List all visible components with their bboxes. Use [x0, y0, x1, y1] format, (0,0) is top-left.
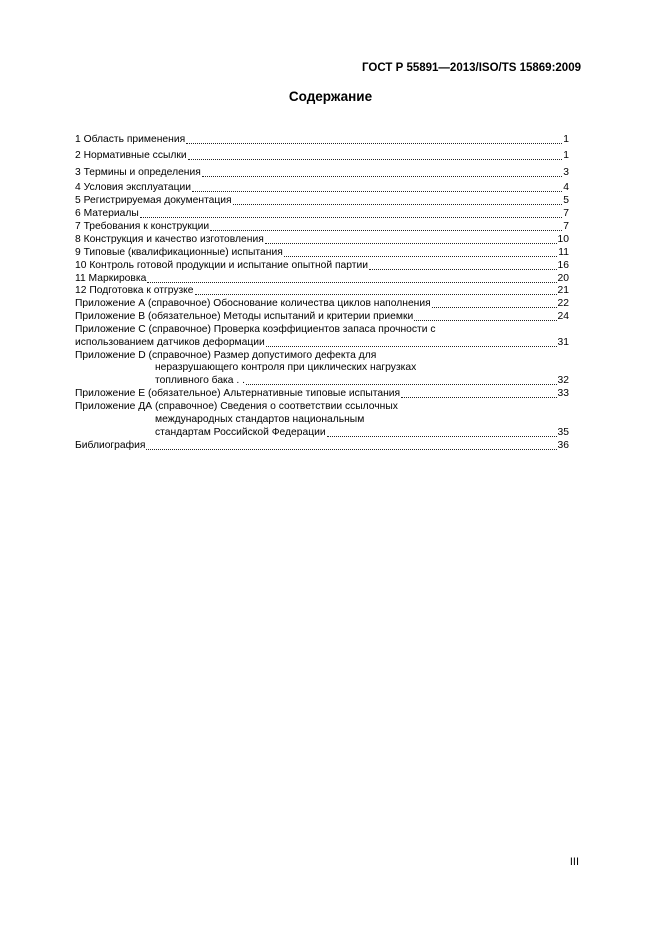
toc-entry-title: 5 Регистрируемая документация — [75, 195, 232, 206]
toc-entry-page: 36 — [557, 440, 569, 451]
toc-leader — [265, 234, 557, 244]
toc-entry-title: 2 Нормативные ссылки — [75, 150, 187, 161]
toc-entry-page: 22 — [557, 298, 569, 309]
toc-title: Содержание — [288, 89, 373, 104]
toc-leader — [233, 195, 563, 205]
toc-leader — [246, 375, 557, 385]
toc-entry-title: Приложение Е (обязательное) Альтернативные типовые испытания — [75, 388, 401, 399]
toc-entry-page: 3 — [563, 167, 569, 178]
toc-leader — [146, 440, 556, 450]
toc-entry-page: 1 — [563, 134, 569, 145]
toc-entry-page: 33 — [557, 388, 569, 399]
toc-leader — [147, 273, 556, 283]
toc-leader — [266, 337, 557, 347]
toc-entry-title: 10 Контроль готовой продукции и испытание опытной партии — [75, 260, 368, 271]
toc-entry[interactable] — [75, 273, 569, 285]
toc-entry[interactable] — [75, 221, 569, 233]
toc-leader — [369, 260, 557, 270]
toc-entry-line[interactable] — [75, 350, 569, 362]
toc-entry-line[interactable] — [75, 324, 569, 336]
toc-entry-page: 32 — [557, 375, 569, 386]
toc-entry[interactable] — [75, 134, 569, 146]
toc-entry-page: 1 — [563, 150, 569, 161]
toc-entry-title: топливного бака . . — [155, 375, 245, 386]
toc-leader — [284, 247, 558, 257]
toc-entry-page: 31 — [557, 337, 569, 348]
toc-entry-page: 16 — [557, 260, 569, 271]
toc-leader — [414, 311, 556, 321]
toc-entry-title: использованием датчиков деформации — [75, 337, 265, 348]
toc-entry-page: 7 — [563, 208, 569, 219]
toc-entry-title: 12 Подготовка к отгрузке — [75, 285, 194, 296]
toc-entry-title: Приложение D (справочное) Размер допустимого дефекта для — [75, 350, 377, 361]
toc-entry[interactable] — [75, 150, 569, 162]
toc-entry-title: Приложение А (справочное) Обоснование количества циклов наполнения — [75, 298, 431, 309]
toc-entry-title: Приложение В (обязательное) Методы испытаний и критерии приемки — [75, 311, 414, 322]
toc-entry[interactable] — [75, 388, 569, 400]
toc-entry-title: Библиография — [75, 440, 146, 451]
toc-entry[interactable] — [75, 182, 569, 194]
toc-entry-page: 21 — [557, 285, 569, 296]
toc-entry-page: 11 — [558, 247, 569, 258]
document-code: ГОСТ Р 55891—2013/ISO/TS 15869:2009 — [362, 62, 581, 74]
toc-entry-page: 7 — [563, 221, 569, 232]
toc-entry[interactable] — [75, 337, 569, 349]
toc-leader — [202, 167, 562, 177]
toc-entry-page: 20 — [557, 273, 569, 284]
toc-entry[interactable] — [75, 234, 569, 246]
toc-leader — [140, 208, 563, 218]
toc-leader — [192, 182, 562, 192]
toc-entry-page: 24 — [557, 311, 569, 322]
toc-entry-title: 1 Область применения — [75, 134, 186, 145]
toc-entry-title: Приложение С (справочное) Проверка коэффициентов запаса прочности с — [75, 324, 436, 335]
toc-entry-page: 10 — [557, 234, 569, 245]
toc-entry[interactable] — [75, 311, 569, 323]
toc-entry-line[interactable] — [75, 401, 569, 413]
toc-entry-title: 7 Требования к конструкции — [75, 221, 210, 232]
toc-leader — [188, 150, 563, 160]
toc-entry[interactable] — [75, 208, 569, 220]
toc-entry-title: стандартам Российской Федерации — [155, 427, 326, 438]
toc-entry[interactable] — [75, 440, 569, 452]
toc-entry[interactable] — [75, 298, 569, 310]
toc-entry-title: 6 Материалы — [75, 208, 139, 219]
toc-entry-page: 4 — [563, 182, 569, 193]
toc-leader — [327, 427, 557, 437]
toc-entry-page: 35 — [557, 427, 569, 438]
toc-entry-page: 5 — [563, 195, 569, 206]
toc-entry-line[interactable] — [75, 414, 569, 426]
toc-entry-title: Приложение ДА (справочное) Сведения о соответствии ссылочных — [75, 401, 398, 412]
toc-entry[interactable] — [75, 167, 569, 179]
toc-entry[interactable] — [75, 285, 569, 297]
toc-leader — [210, 221, 562, 231]
toc-entry[interactable] — [75, 427, 569, 439]
toc-entry-title: 8 Конструкция и качество изготовления — [75, 234, 264, 245]
toc-entry-title: 3 Термины и определения — [75, 167, 201, 178]
page-number: III — [569, 856, 579, 868]
toc-entry[interactable] — [75, 260, 569, 272]
toc-leader — [186, 134, 562, 144]
toc-leader — [432, 298, 557, 308]
toc-leader — [401, 388, 556, 398]
toc-entry-title: международных стандартов национальным — [155, 414, 365, 425]
toc-entry-line[interactable] — [75, 362, 569, 374]
toc-entry[interactable] — [75, 247, 569, 259]
toc-entry-title: неразрушающего контроля при циклических нагрузках — [155, 362, 417, 373]
toc-entry[interactable] — [75, 195, 569, 207]
toc-leader — [195, 285, 557, 295]
toc-entry-title: 9 Типовые (квалификационные) испытания — [75, 247, 283, 258]
toc-entry-title: 11 Маркировка — [75, 273, 147, 284]
toc-entry[interactable] — [75, 375, 569, 387]
toc-entry-title: 4 Условия эксплуатации — [75, 182, 191, 193]
